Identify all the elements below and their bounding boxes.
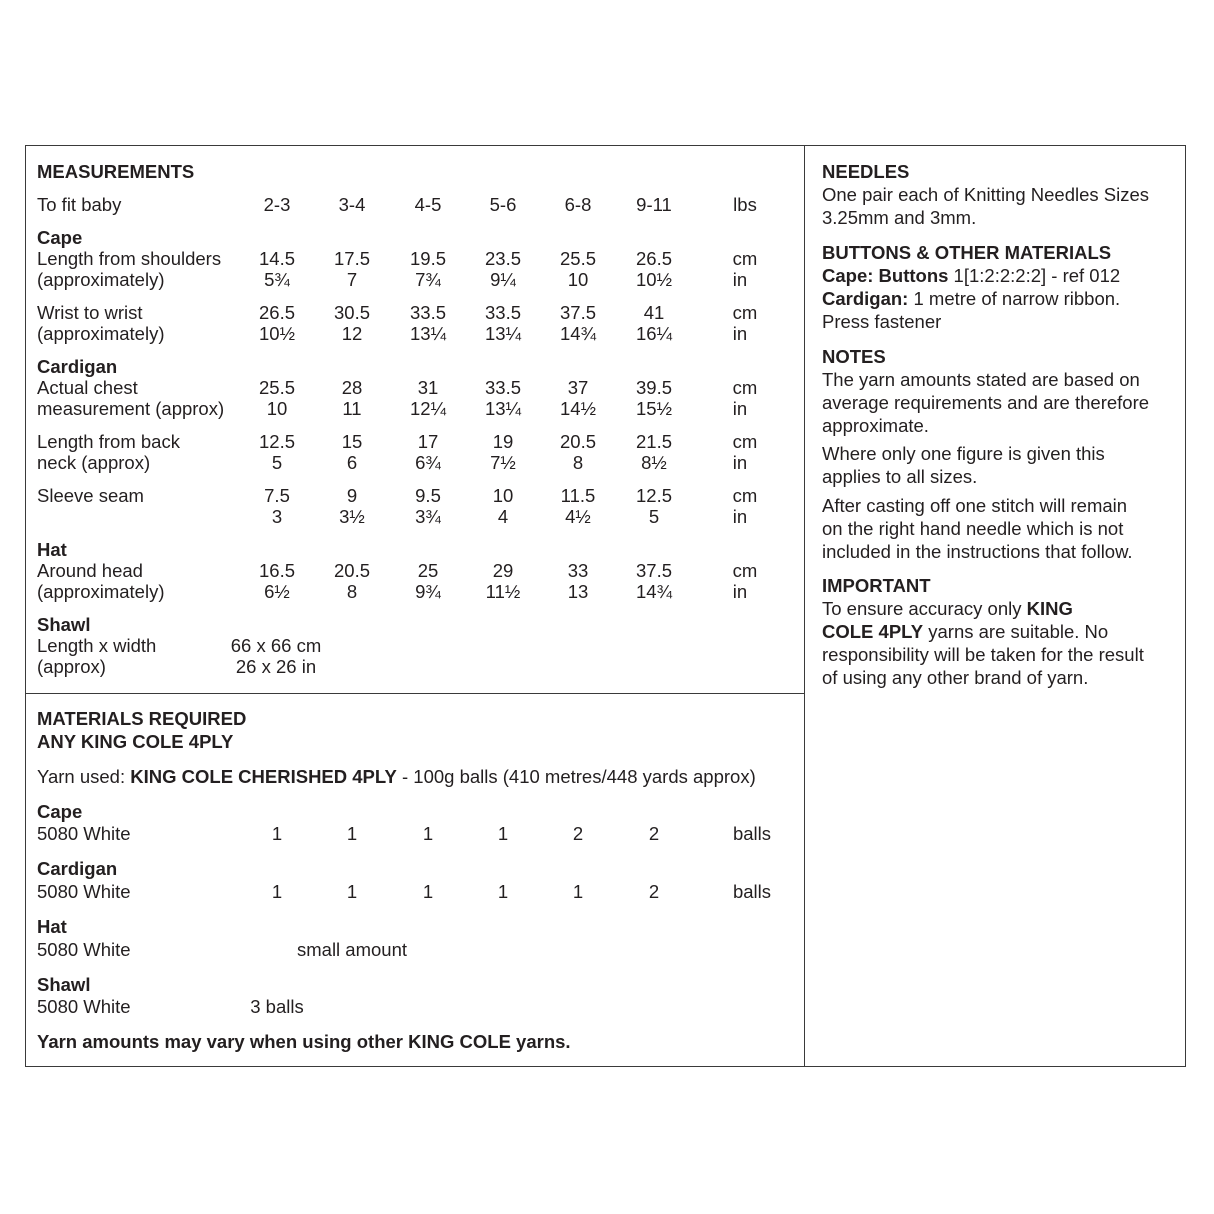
cardigan-back-label-2: neck (approx) <box>37 452 151 473</box>
buttons-cape-text: 1[1:2:2:2:2] - ref 012 <box>948 265 1121 286</box>
shawl-size-in: 26 x 26 in <box>235 656 317 677</box>
cardigan-chest-cm: 37 <box>567 377 589 398</box>
cape-wrist-cm: 33.5 <box>409 302 447 323</box>
cape-balls: 1 <box>422 823 434 844</box>
notes-heading: NOTES <box>822 346 886 367</box>
cardigan-back-cm: 20.5 <box>559 431 597 452</box>
buttons-cape-label: Cape: Buttons <box>822 265 949 286</box>
yarn-prefix: Yarn used: <box>37 766 131 787</box>
shawl-colour: 5080 White <box>37 996 131 1017</box>
hat-head-cm: 29 <box>492 560 514 581</box>
cardigan-sleeve-in: 5 <box>648 506 660 527</box>
shawl-size-label: Length x width <box>37 635 157 656</box>
balls-unit: balls <box>732 823 772 844</box>
cardigan-back-cm: 21.5 <box>635 431 673 452</box>
cape-length-cm: 14.5 <box>258 248 296 269</box>
size-value: 3-4 <box>338 194 366 215</box>
cardigan-sleeve-cm: 10 <box>492 485 514 506</box>
shawl-size-label-2: (approx) <box>37 656 106 677</box>
yarn-suffix: - 100g balls (410 metres/448 yards approx) <box>396 766 756 787</box>
cardigan-chest-in: 14½ <box>559 398 597 419</box>
needles-line: 3.25mm and 3mm. <box>822 207 977 228</box>
cape-balls: 1 <box>346 823 358 844</box>
cape-wrist-in: 14¾ <box>559 323 597 344</box>
cardigan-back-in: 5 <box>271 452 283 473</box>
cardigan-balls: 1 <box>346 881 358 902</box>
cardigan-back-in: 8 <box>572 452 584 473</box>
cardigan-sleeve-label: Sleeve seam <box>37 485 144 506</box>
cape-colour: 5080 White <box>37 823 131 844</box>
notes-line: approximate. <box>822 415 929 436</box>
notes-line: included in the instructions that follow. <box>822 541 1133 562</box>
cardigan-chest-cm: 33.5 <box>484 377 522 398</box>
buttons-press-line: Press fastener <box>822 311 942 332</box>
cardigan-balls: 1 <box>271 881 283 902</box>
unit-in: in <box>732 452 748 473</box>
materials-heading: MATERIALS REQUIRED <box>37 708 247 729</box>
cardigan-sleeve-cm: 11.5 <box>560 485 596 506</box>
hat-colour: 5080 White <box>37 939 131 960</box>
cardigan-back-cm: 15 <box>341 431 363 452</box>
cape-length-cm: 26.5 <box>635 248 673 269</box>
important-brand: COLE 4PLY <box>822 621 924 642</box>
size-value: 6-8 <box>564 194 592 215</box>
unit-in: in <box>732 581 748 602</box>
unit-in: in <box>732 506 748 527</box>
unit-cm: cm <box>732 248 758 269</box>
hat-head-in: 9¾ <box>415 581 441 602</box>
cardigan-chest-label: Actual chest <box>37 377 138 398</box>
cardigan-sleeve-cm: 7.5 <box>264 485 290 506</box>
cardigan-chest-label-2: measurement (approx) <box>37 398 225 419</box>
cardigan-sleeve-cm: 12.5 <box>635 485 673 506</box>
cardigan-back-in: 6¾ <box>415 452 441 473</box>
cape-length-cm: 23.5 <box>484 248 522 269</box>
hat-head-in: 8 <box>346 581 358 602</box>
buttons-cardigan-label: Cardigan: <box>822 288 909 309</box>
cape-balls: 2 <box>572 823 584 844</box>
hat-head-label: Around head <box>37 560 143 581</box>
unit-cm: cm <box>732 485 758 506</box>
unit-in: in <box>732 398 748 419</box>
buttons-cardigan-text: 1 metre of narrow ribbon. <box>908 288 1121 309</box>
important-line: responsibility will be taken for the result <box>822 644 1144 665</box>
important-line: of using any other brand of yarn. <box>822 667 1089 688</box>
cardigan-sleeve-in: 3 <box>271 506 283 527</box>
cardigan-back-cm: 19 <box>492 431 514 452</box>
cape-heading: Cape <box>37 227 83 248</box>
cardigan-back-in: 6 <box>346 452 358 473</box>
hat-head-in: 6½ <box>264 581 290 602</box>
buttons-cardigan-line <box>822 288 1120 309</box>
fit-label: To fit baby <box>37 194 122 215</box>
unit-lbs: lbs <box>733 194 757 215</box>
cardigan-chest-in: 15½ <box>635 398 673 419</box>
measurements-heading: MEASUREMENTS <box>37 161 195 182</box>
cardigan-back-in: 8½ <box>641 452 667 473</box>
important-line <box>822 621 1108 642</box>
yarn-used-line <box>37 766 756 787</box>
cardigan-sleeve-in: 4 <box>497 506 509 527</box>
section-divider <box>25 693 805 694</box>
unit-cm: cm <box>732 431 758 452</box>
unit-in: in <box>732 269 748 290</box>
needles-line: One pair each of Knitting Needles Sizes <box>822 184 1150 205</box>
cape-length-cm: 19.5 <box>409 248 447 269</box>
cardigan-back-label: Length from back <box>37 431 180 452</box>
cape-wrist-in: 13¼ <box>484 323 522 344</box>
cardigan-colour: 5080 White <box>37 881 131 902</box>
buttons-cape-line <box>822 265 1120 286</box>
cardigan-heading: Cardigan <box>37 356 118 377</box>
cardigan-chest-in: 10 <box>266 398 288 419</box>
cape-balls: 1 <box>271 823 283 844</box>
cardigan-balls: 1 <box>422 881 434 902</box>
cape-wrist-cm: 41 <box>643 302 665 323</box>
notes-line: The yarn amounts stated are based on <box>822 369 1140 390</box>
cardigan-sleeve-in: 3¾ <box>415 506 441 527</box>
important-line <box>822 598 1073 619</box>
hat-amount: small amount <box>296 939 408 960</box>
hat-head-cm: 33 <box>567 560 589 581</box>
cape-length-in: 7 <box>346 269 358 290</box>
cape-length-in: 7¾ <box>415 269 441 290</box>
important-brand: KING <box>1026 598 1073 619</box>
yarn-name: KING COLE CHERISHED 4PLY <box>130 766 397 787</box>
hat-head-cm: 20.5 <box>333 560 371 581</box>
cape-wrist-cm: 30.5 <box>333 302 371 323</box>
materials-cardigan-heading: Cardigan <box>37 858 118 879</box>
cape-length-label-2: (approximately) <box>37 269 165 290</box>
column-divider <box>804 145 805 1067</box>
cape-length-in: 9¼ <box>490 269 516 290</box>
cape-balls: 1 <box>497 823 509 844</box>
materials-cape-heading: Cape <box>37 801 83 822</box>
unit-cm: cm <box>732 377 758 398</box>
size-value: 5-6 <box>489 194 517 215</box>
hat-head-label-2: (approximately) <box>37 581 165 602</box>
hat-heading: Hat <box>37 539 67 560</box>
cardigan-chest-cm: 31 <box>417 377 439 398</box>
cape-wrist-in: 10½ <box>258 323 296 344</box>
notes-line: Where only one figure is given this <box>822 443 1105 464</box>
cape-wrist-in: 12 <box>341 323 363 344</box>
cardigan-back-in: 7½ <box>490 452 516 473</box>
cardigan-chest-in: 12¼ <box>409 398 447 419</box>
unit-cm: cm <box>732 302 758 323</box>
size-value: 2-3 <box>263 194 291 215</box>
cardigan-sleeve-cm: 9 <box>346 485 358 506</box>
cape-balls: 2 <box>648 823 660 844</box>
cardigan-sleeve-in: 3½ <box>339 506 365 527</box>
shawl-heading: Shawl <box>37 614 91 635</box>
hat-head-cm: 37.5 <box>635 560 673 581</box>
cape-length-cm: 17.5 <box>333 248 371 269</box>
cardigan-sleeve-cm: 9.5 <box>415 485 441 506</box>
materials-subheading: ANY KING COLE 4PLY <box>37 731 234 752</box>
important-text: To ensure accuracy only <box>822 598 1027 619</box>
cardigan-chest-in: 13¼ <box>484 398 522 419</box>
cardigan-back-cm: 17 <box>417 431 439 452</box>
cape-wrist-label-2: (approximately) <box>37 323 165 344</box>
cardigan-sleeve-in: 4½ <box>565 506 591 527</box>
materials-shawl-heading: Shawl <box>37 974 91 995</box>
cardigan-balls: 1 <box>572 881 584 902</box>
materials-hat-heading: Hat <box>37 916 67 937</box>
cardigan-chest-in: 11 <box>342 398 362 419</box>
cardigan-balls: 2 <box>648 881 660 902</box>
notes-line: applies to all sizes. <box>822 466 978 487</box>
hat-head-cm: 16.5 <box>258 560 296 581</box>
shawl-size-cm: 66 x 66 cm <box>230 635 322 656</box>
unit-in: in <box>732 323 748 344</box>
cape-length-label: Length from shoulders <box>37 248 222 269</box>
notes-line: average requirements and are therefore <box>822 392 1150 413</box>
buttons-heading: BUTTONS & OTHER MATERIALS <box>822 242 1112 263</box>
cardigan-balls: 1 <box>497 881 509 902</box>
cape-length-in: 5¾ <box>264 269 290 290</box>
unit-cm: cm <box>732 560 758 581</box>
needles-heading: NEEDLES <box>822 161 910 182</box>
cape-wrist-label: Wrist to wrist <box>37 302 143 323</box>
notes-line: on the right hand needle which is not <box>822 518 1124 539</box>
notes-line: After casting off one stitch will remain <box>822 495 1128 516</box>
cape-length-in: 10½ <box>635 269 673 290</box>
important-text: yarns are suitable. No <box>923 621 1109 642</box>
cape-wrist-in: 16¼ <box>635 323 673 344</box>
hat-head-in: 14¾ <box>635 581 673 602</box>
yarn-footer-note: Yarn amounts may vary when using other KING COLE yarns. <box>37 1031 571 1052</box>
hat-head-in: 13 <box>567 581 589 602</box>
cape-length-in: 10 <box>567 269 589 290</box>
cape-wrist-cm: 26.5 <box>258 302 296 323</box>
cape-wrist-in: 13¼ <box>409 323 447 344</box>
cape-wrist-cm: 33.5 <box>484 302 522 323</box>
cardigan-chest-cm: 39.5 <box>635 377 673 398</box>
balls-unit: balls <box>732 881 772 902</box>
cardigan-chest-cm: 25.5 <box>258 377 296 398</box>
important-heading: IMPORTANT <box>822 575 931 596</box>
size-value: 4-5 <box>414 194 442 215</box>
hat-head-cm: 25 <box>417 560 439 581</box>
cape-length-cm: 25.5 <box>559 248 597 269</box>
cardigan-chest-cm: 28 <box>341 377 363 398</box>
shawl-amount: 3 balls <box>250 996 304 1017</box>
cape-wrist-cm: 37.5 <box>559 302 597 323</box>
hat-head-in: 11½ <box>485 581 521 602</box>
cardigan-back-cm: 12.5 <box>258 431 296 452</box>
size-value: 9-11 <box>636 194 672 215</box>
